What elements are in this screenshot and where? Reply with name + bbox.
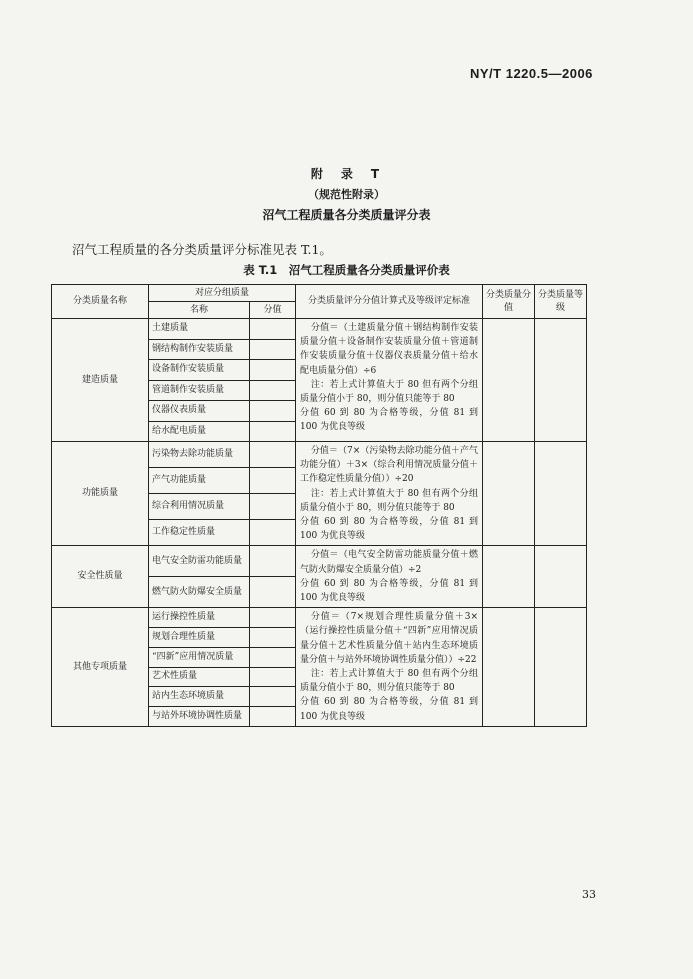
formula-formula: 分值＝（7×（污染物去除功能分值＋产气功能分值）＋3×（综合利用情况质量分值＋工作稳定性质量分值））÷20 — [300, 446, 479, 485]
header-sub-group: 对应分组质量 — [149, 285, 296, 302]
formula-cell — [296, 442, 483, 546]
sub-item-score — [250, 442, 296, 468]
sub-item-score — [250, 421, 296, 442]
sub-item-score — [250, 494, 296, 520]
class-grade-cell — [535, 442, 587, 546]
sub-item-score — [250, 577, 296, 608]
table-caption: 表 T.1 沼气工程质量各分类质量评价表 — [243, 263, 450, 277]
sub-item-score — [250, 380, 296, 401]
sub-item-score — [250, 546, 296, 577]
class-grade-cell — [535, 608, 587, 727]
sub-item-name: 燃气防火防爆安全质量 — [149, 577, 250, 608]
formula-note: 注：若上式计算值大于 80 但有两个分组质量分值小于 80，则分值只能等于 80 — [300, 488, 479, 513]
table-row — [52, 442, 587, 468]
standard-number: NY/T 1220.5—2006 — [470, 66, 593, 81]
sub-item-name: 给水配电质量 — [149, 421, 250, 442]
appendix-name: 沼气工程质量各分类质量评分表 — [262, 208, 431, 222]
formula-grade: 分值 60 到 80 为合格等级，分值 81 到 100 为优良等级 — [300, 697, 479, 722]
sub-item-name: 运行操控性质量 — [149, 608, 250, 628]
table-row — [52, 319, 587, 340]
appendix-subtitle: （规范性附录） — [308, 188, 385, 201]
header-formula: 分类质量评分分值计算式及等级评定标准 — [296, 285, 483, 319]
category-name: 其他专项质量 — [52, 608, 149, 727]
table-row — [52, 546, 587, 577]
class-grade-cell — [535, 546, 587, 608]
sub-item-name: 仪器仪表质量 — [149, 401, 250, 422]
sub-item-score — [250, 468, 296, 494]
formula-grade: 分值 60 到 80 为合格等级，分值 81 到 100 为优良等级 — [300, 578, 479, 604]
sub-item-score — [250, 667, 296, 687]
sub-item-name: 规划合理性质量 — [149, 628, 250, 648]
formula-formula: 分值＝（土建质量分值＋钢结构制作安装质量分值＋设备制作安装质量分值＋管道制作安装质量分值＋仪器仪表质量分值＋给水配电质量分值）÷6 — [300, 323, 479, 376]
sub-item-name: 艺术性质量 — [149, 667, 250, 687]
formula-cell — [296, 546, 483, 608]
sub-item-score — [250, 401, 296, 422]
formula-cell — [296, 319, 483, 442]
intro-paragraph: 沼气工程质量的各分类质量评分标准见表 T.1。 — [72, 242, 332, 257]
sub-item-name: 综合利用情况质量 — [149, 494, 250, 520]
table-body — [52, 319, 587, 727]
sub-item-score — [250, 647, 296, 667]
sub-item-name: 设备制作安装质量 — [149, 360, 250, 381]
category-name: 建造质量 — [52, 319, 149, 442]
sub-item-score — [250, 707, 296, 727]
formula-formula: 分值＝（7×规划合理性质量分值＋3×（运行操控性质量分值＋“四新”应用情况质量分值＋艺术性质量分值＋站内生态环境质量分值＋与站外环境协调性质量分值））÷22 — [300, 612, 479, 665]
sub-item-score — [250, 520, 296, 546]
formula-cell — [296, 608, 483, 727]
class-score-cell — [483, 608, 535, 727]
formula-note: 注：若上式计算值大于 80 但有两个分组质量分值小于 80，则分值只能等于 80 — [300, 379, 479, 405]
sub-item-name: 污染物去除功能质量 — [149, 442, 250, 468]
class-score-cell — [483, 546, 535, 608]
class-grade-cell — [535, 319, 587, 442]
quality-score-table — [51, 284, 587, 727]
sub-item-name: 工作稳定性质量 — [149, 520, 250, 546]
page-number: 33 — [582, 888, 596, 901]
sub-item-name: 土建质量 — [149, 319, 250, 340]
sub-item-name: 管道制作安装质量 — [149, 380, 250, 401]
header-sub-score: 分值 — [250, 302, 296, 319]
category-name: 安全性质量 — [52, 546, 149, 608]
category-name: 功能质量 — [52, 442, 149, 546]
sub-item-name: 电气安全防雷功能质量 — [149, 546, 250, 577]
class-score-cell — [483, 442, 535, 546]
sub-item-score — [250, 628, 296, 648]
sub-item-score — [250, 319, 296, 340]
sub-item-score — [250, 687, 296, 707]
sub-item-name: 钢结构制作安装质量 — [149, 339, 250, 360]
sub-item-name: 站内生态环境质量 — [149, 687, 250, 707]
header-class-grade: 分类质量等级 — [535, 285, 587, 319]
formula-grade: 分值 60 到 80 为合格等级，分值 81 到 100 为优良等级 — [300, 517, 479, 542]
sub-item-score — [250, 339, 296, 360]
sub-item-name: 与站外环境协调性质量 — [149, 707, 250, 727]
class-score-cell — [483, 319, 535, 442]
sub-item-score — [250, 360, 296, 381]
sub-item-score — [250, 608, 296, 628]
sub-item-name: “四新”应用情况质量 — [149, 647, 250, 667]
formula-grade: 分值 60 到 80 为合格等级，分值 81 到 100 为优良等级 — [300, 408, 479, 433]
appendix-title: 附 录 T — [310, 167, 383, 181]
formula-formula: 分值＝（电气安全防雷功能质量分值＋燃气防火防爆安全质量分值）÷2 — [300, 550, 479, 575]
table-row — [52, 608, 587, 628]
header-category: 分类质量名称 — [52, 285, 149, 319]
header-sub-name: 名称 — [149, 302, 250, 319]
formula-note: 注：若上式计算值大于 80 但有两个分组质量分值小于 80，则分值只能等于 80 — [300, 669, 479, 694]
header-class-score: 分类质量分值 — [483, 285, 535, 319]
sub-item-name: 产气功能质量 — [149, 468, 250, 494]
table-header-row — [52, 285, 587, 302]
